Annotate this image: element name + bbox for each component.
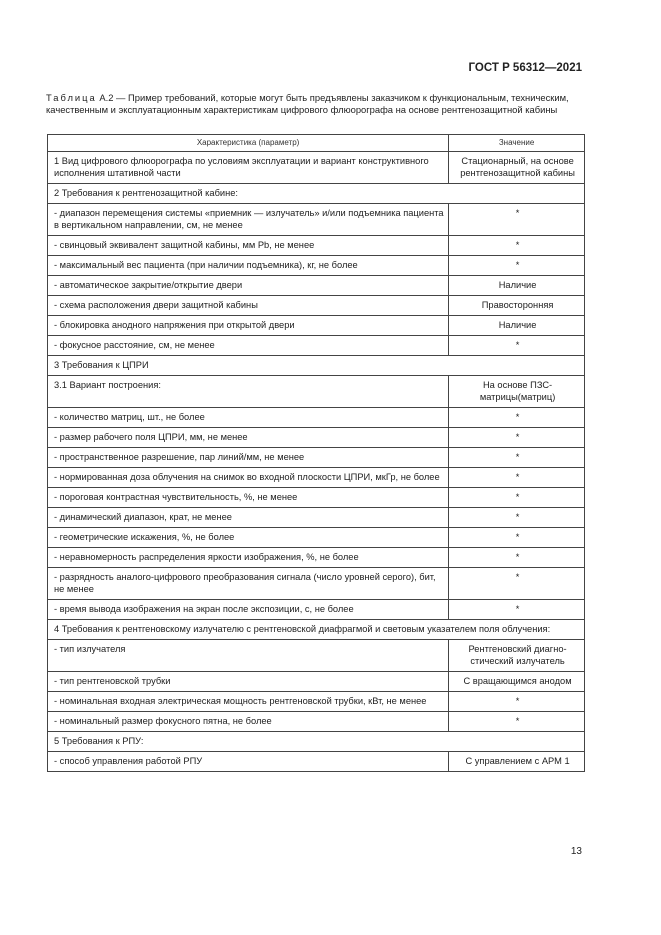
parameter-cell: - номинальная входная электрическая мощность рентгеновской трубки, кВт, не менее bbox=[48, 692, 449, 712]
standard-designation: ГОСТ Р 56312—2021 bbox=[468, 62, 582, 74]
table-row bbox=[48, 548, 585, 568]
table-row bbox=[48, 752, 585, 772]
value-cell: Рентгеновский диагностический излучатель bbox=[449, 640, 585, 672]
table-row bbox=[48, 296, 585, 316]
table-row bbox=[48, 468, 585, 488]
parameter-cell: - схема расположения двери защитной кабины bbox=[48, 296, 449, 316]
parameter-cell: 3 Требования к ЦПРИ bbox=[48, 356, 585, 376]
table-caption bbox=[46, 92, 586, 116]
parameter-cell: - разрядность аналого-цифрового преобразования сигнала (число уровней серого), бит, не менее bbox=[48, 568, 449, 600]
value-cell: * bbox=[449, 256, 585, 276]
value-cell: * bbox=[449, 692, 585, 712]
parameter-cell: - автоматическое закрытие/открытие двери bbox=[48, 276, 449, 296]
table-row bbox=[48, 204, 585, 236]
value-cell: * bbox=[449, 336, 585, 356]
value-cell: * bbox=[449, 712, 585, 732]
value-cell: * bbox=[449, 448, 585, 468]
table-row bbox=[48, 256, 585, 276]
parameter-cell: - геометрические искажения, %, не более bbox=[48, 528, 449, 548]
table-row bbox=[48, 376, 585, 408]
requirements-table bbox=[47, 134, 585, 772]
parameter-cell: 4 Требования к рентгеновскому излучателю с рентгеновской диафрагмой и световым указателем поля облучения: bbox=[48, 620, 585, 640]
header-value: Значение bbox=[449, 135, 585, 152]
table-row bbox=[48, 640, 585, 672]
value-cell: На основе ПЗС-матрицы(матриц) bbox=[449, 376, 585, 408]
parameter-cell: - неравномерность распределения яркости изображения, %, не более bbox=[48, 548, 449, 568]
table-row bbox=[48, 408, 585, 428]
parameter-cell: - способ управления работой РПУ bbox=[48, 752, 449, 772]
value-cell: Стационарный, на основе рентгенозащитной кабины bbox=[449, 152, 585, 184]
table-row bbox=[48, 712, 585, 732]
table-row bbox=[48, 236, 585, 256]
parameter-cell: - тип рентгеновской трубки bbox=[48, 672, 449, 692]
value-cell: * bbox=[449, 204, 585, 236]
parameter-cell: - пространственное разрешение, пар линий/мм, не менее bbox=[48, 448, 449, 468]
table-row bbox=[48, 316, 585, 336]
value-cell: * bbox=[449, 468, 585, 488]
table-section-row bbox=[48, 356, 585, 376]
value-cell: Правосторонняя bbox=[449, 296, 585, 316]
table-section-row bbox=[48, 184, 585, 204]
parameter-cell: - количество матриц, шт., не более bbox=[48, 408, 449, 428]
table-name: Таблица bbox=[46, 92, 97, 103]
parameter-cell: - динамический диапазон, крат, не менее bbox=[48, 508, 449, 528]
table-header-row bbox=[48, 135, 585, 152]
table-row bbox=[48, 692, 585, 712]
parameter-cell: 2 Требования к рентгенозащитной кабине: bbox=[48, 184, 585, 204]
value-cell: * bbox=[449, 528, 585, 548]
value-cell: * bbox=[449, 548, 585, 568]
value-cell: * bbox=[449, 428, 585, 448]
value-cell: С управлением с АРМ 1 bbox=[449, 752, 585, 772]
table-section-row bbox=[48, 620, 585, 640]
table-row bbox=[48, 448, 585, 468]
parameter-cell: - диапазон перемещения системы «приемник — излучатель» и/или подъемника пациента в вертикальном направлении, см, не менее bbox=[48, 204, 449, 236]
value-cell: * bbox=[449, 508, 585, 528]
table-row bbox=[48, 568, 585, 600]
table-row bbox=[48, 428, 585, 448]
header-parameter: Характеристика (параметр) bbox=[48, 135, 449, 152]
parameter-cell: - фокусное расстояние, см, не менее bbox=[48, 336, 449, 356]
value-cell: * bbox=[449, 488, 585, 508]
parameter-cell: - свинцовый эквивалент защитной кабины, мм Pb, не менее bbox=[48, 236, 449, 256]
value-cell: Наличие bbox=[449, 276, 585, 296]
page-number: 13 bbox=[570, 846, 582, 857]
table-row bbox=[48, 336, 585, 356]
table-body bbox=[48, 152, 585, 772]
parameter-cell: - нормированная доза облучения на снимок во входной плоскости ЦПРИ, мкГр, не более bbox=[48, 468, 449, 488]
value-cell: * bbox=[449, 568, 585, 600]
parameter-cell: 5 Требования к РПУ: bbox=[48, 732, 585, 752]
table-row bbox=[48, 672, 585, 692]
parameter-cell: - блокировка анодного напряжения при открытой двери bbox=[48, 316, 449, 336]
table-row bbox=[48, 528, 585, 548]
value-cell: * bbox=[449, 600, 585, 620]
value-cell: * bbox=[449, 408, 585, 428]
value-cell: С вращающимся анодом bbox=[449, 672, 585, 692]
table-row bbox=[48, 152, 585, 184]
parameter-cell: - время вывода изображения на экран после экспозиции, с, не более bbox=[48, 600, 449, 620]
value-cell: Наличие bbox=[449, 316, 585, 336]
table-row bbox=[48, 600, 585, 620]
table-row bbox=[48, 488, 585, 508]
parameter-cell: - размер рабочего поля ЦПРИ, мм, не менее bbox=[48, 428, 449, 448]
parameter-cell: 1 Вид цифрового флюорографа по условиям эксплуатации и вариант конструктивного исполнения штативной части bbox=[48, 152, 449, 184]
value-cell: * bbox=[449, 236, 585, 256]
parameter-cell: 3.1 Вариант построения: bbox=[48, 376, 449, 408]
parameter-cell: - пороговая контрастная чувствительность, %, не менее bbox=[48, 488, 449, 508]
table-row bbox=[48, 508, 585, 528]
table-row bbox=[48, 276, 585, 296]
parameter-cell: - номинальный размер фокусного пятна, не более bbox=[48, 712, 449, 732]
parameter-cell: - максимальный вес пациента (при наличии подъемника), кг, не более bbox=[48, 256, 449, 276]
parameter-cell: - тип излучателя bbox=[48, 640, 449, 672]
table-section-row bbox=[48, 732, 585, 752]
table-caption-text: А.2 — Пример требований, которые могут быть предъявлены заказчиком к функциональным, техническим, качественным и эксплуатационным характеристикам цифрового флюорографа на основе рентгенозащитной кабины bbox=[46, 92, 569, 115]
